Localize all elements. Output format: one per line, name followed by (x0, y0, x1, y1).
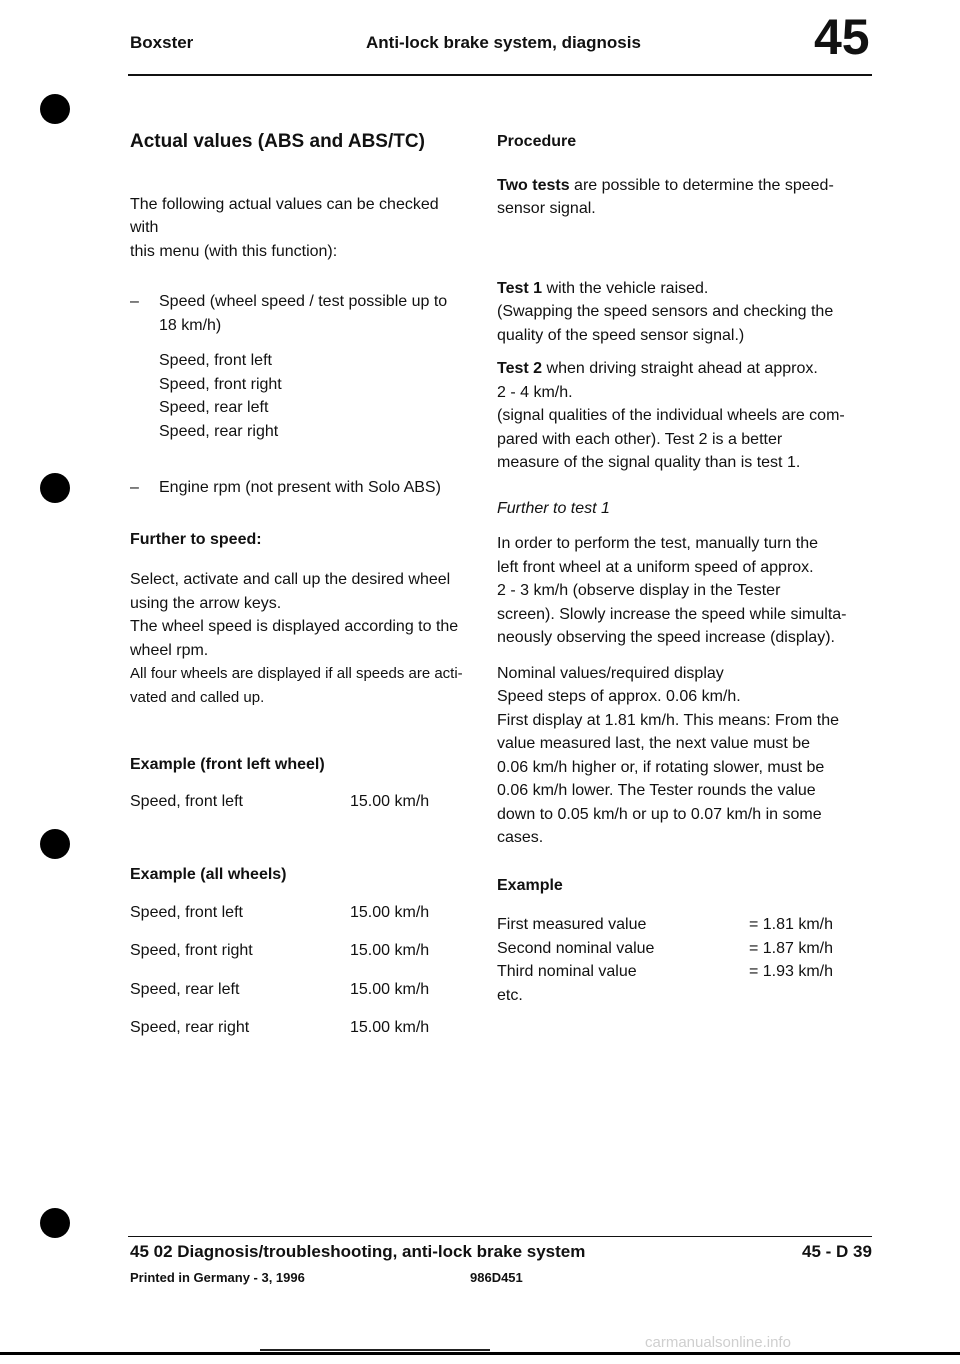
header-group-number: 45 (814, 9, 870, 65)
example-row-value: = 1.93 km/h (748, 963, 833, 980)
example-label: Speed, rear right (130, 1019, 250, 1036)
footer-printed: Printed in Germany - 3, 1996 (130, 1270, 305, 1285)
example-row-value: = 1.87 km/h (748, 939, 833, 957)
two-tests-line-1 (497, 174, 872, 198)
nominal-line: First display at 1.81 km/h. This means: From the (497, 711, 840, 729)
example-value: 15.00 km/h (350, 942, 430, 959)
footer-rule (128, 1236, 872, 1237)
example-all-row (130, 1016, 470, 1040)
binder-hole-1 (40, 94, 70, 124)
footer-page-number: 45 - D 39 (802, 1242, 872, 1261)
bullet-speed-line-2: 18 km/h) (159, 316, 222, 334)
scan-edge-bar (0, 1352, 960, 1355)
nominal-line: down to 0.05 km/h or up to 0.07 km/h in some (497, 805, 822, 823)
further-test1-heading: Further to test 1 (497, 499, 610, 517)
test2-bold: Test 2 (497, 360, 543, 377)
further-test1-line: screen). Slowly increase the speed while simulta- (497, 605, 847, 623)
bullet-speed (130, 290, 470, 337)
further-line: All four wheels are displayed if all speeds are acti- (130, 665, 463, 682)
header-title: Anti-lock brake system, diagnosis (366, 33, 641, 52)
nominal-line: Speed steps of approx. 0.06 km/h. (497, 688, 741, 705)
nominal-line: 0.06 km/h higher or, if rotating slower, must be (497, 758, 825, 776)
example-value: 15.00 km/h (350, 1019, 430, 1036)
example-all-row (130, 978, 470, 1002)
example-row-label: Third nominal value (497, 963, 637, 980)
example-all-heading: Example (all wheels) (130, 866, 287, 883)
further-line: vated and called up. (130, 688, 265, 706)
example-value: 15.00 km/h (350, 980, 430, 998)
two-tests-bold: Two tests (497, 176, 570, 194)
further-test1-line: neously observing the speed increase (display). (497, 629, 835, 646)
header-rule (128, 74, 872, 76)
test2-line: measure of the signal quality than is test 1. (497, 454, 801, 471)
nominal-line: cases. (497, 829, 544, 846)
wheel-item: Speed, front right (159, 375, 282, 393)
binder-hole-3 (40, 829, 70, 859)
further-line: wheel rpm. (130, 641, 209, 659)
header-brand: Boxster (130, 33, 194, 52)
example-row (497, 960, 872, 984)
actual-values-heading: Actual values (ABS and ABS/TC) (130, 131, 425, 152)
example-label: Speed, rear left (130, 980, 240, 998)
two-tests-rest: are possible to determine the speed- (569, 176, 834, 194)
further-line: The wheel speed is displayed according to the (130, 618, 459, 635)
intro-line-1: The following actual values can be checked with (130, 195, 439, 236)
example-all-row (130, 901, 470, 925)
further-test1-line: left front wheel at a uniform speed of approx. (497, 558, 814, 576)
example-row-value: = 1.81 km/h (748, 916, 833, 933)
further-line: Select, activate and call up the desired wheel (130, 571, 451, 588)
example-label: Speed, front left (130, 792, 243, 810)
nominal-line: 0.06 km/h lower. The Tester rounds the value (497, 782, 816, 799)
wheel-list (130, 349, 470, 443)
procedure-heading: Procedure (497, 133, 577, 150)
test2-rest: when driving straight ahead at approx. (542, 360, 818, 377)
test1-rest: with the vehicle raised. (542, 279, 709, 297)
bullet-engine-rpm (130, 476, 470, 500)
nominal-line: value measured last, the next value must be (497, 735, 811, 752)
example-all-row (130, 939, 470, 963)
further-test1-line: 2 - 3 km/h (observe display in the Tester (497, 582, 781, 599)
example-label: Speed, front left (130, 903, 243, 921)
further-to-speed-heading: Further to speed: (130, 530, 262, 548)
test1-line-3: quality of the speed sensor signal.) (497, 326, 745, 344)
example-label: Speed, front right (130, 942, 253, 959)
test1-bold: Test 1 (497, 279, 543, 297)
test1-line-1 (497, 277, 872, 301)
watermark: carmanualsonline.info (645, 1334, 791, 1351)
wheel-item: Speed, rear left (159, 399, 269, 416)
binder-hole-2 (40, 473, 70, 503)
example-heading: Example (497, 876, 563, 894)
test1-line-2: (Swapping the speed sensors and checking the (497, 303, 834, 320)
bullet-speed-line-1: Speed (wheel speed / test possible up to (159, 293, 448, 310)
test2-line-1 (497, 357, 872, 381)
left-column (130, 130, 470, 1040)
further-test1-line: In order to perform the test, manually turn the (497, 535, 819, 552)
intro-line-2: this menu (with this function): (130, 242, 338, 260)
example-value: 15.00 km/h (350, 903, 430, 921)
wheel-item: Speed, rear right (159, 422, 279, 440)
two-tests-line-2: sensor signal. (497, 200, 596, 217)
footer-doc-number: 986D451 (470, 1270, 523, 1285)
example-row-label: Second nominal value (497, 939, 655, 957)
binder-hole-4 (40, 1208, 70, 1238)
example-row-label: First measured value (497, 916, 647, 933)
scan-edge-mark (260, 1349, 490, 1351)
test2-line: 2 - 4 km/h. (497, 383, 573, 401)
example-value: 15.00 km/h (350, 792, 430, 810)
footer-section-title: 45 02 Diagnosis/troubleshooting, anti-lock brake system (130, 1242, 586, 1261)
bullet-dash: – (130, 293, 139, 310)
example-front-row (130, 790, 470, 814)
bullet-engine-rpm-text: Engine rpm (not present with Solo ABS) (159, 479, 441, 496)
example-row (497, 937, 872, 961)
nominal-line: Nominal values/required display (497, 664, 724, 682)
example-front-heading: Example (front left wheel) (130, 756, 325, 773)
example-etc: etc. (497, 986, 523, 1004)
bullet-dash: – (130, 479, 139, 496)
test2-line: pared with each other). Test 2 is a better (497, 430, 783, 448)
wheel-item: Speed, front left (159, 352, 272, 369)
further-line: using the arrow keys. (130, 594, 282, 612)
right-column (497, 130, 872, 1007)
example-row (497, 913, 872, 937)
test2-line: (signal qualities of the individual wheels are com- (497, 407, 845, 424)
